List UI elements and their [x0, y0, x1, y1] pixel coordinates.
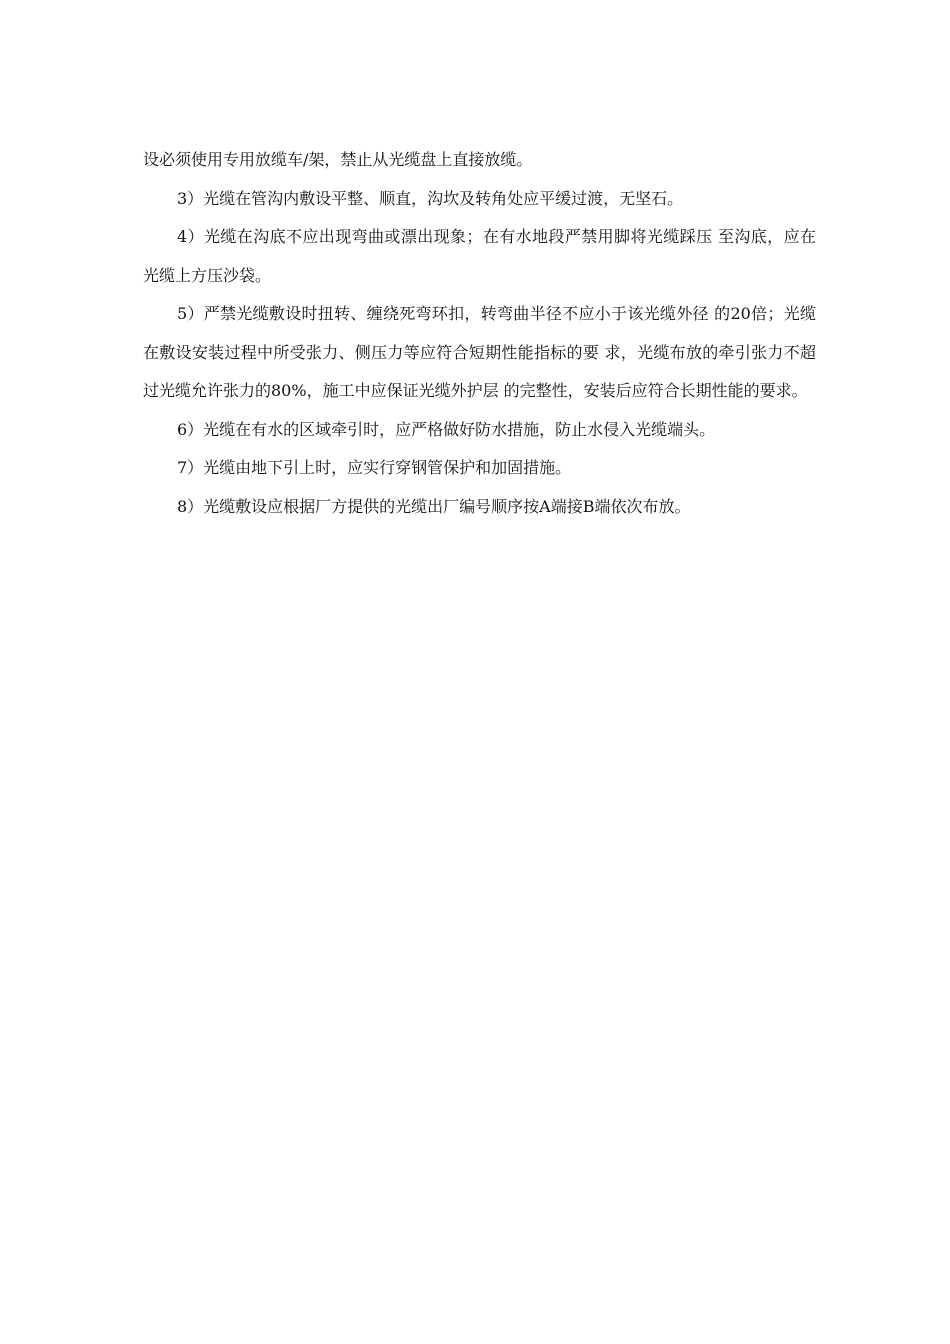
paragraph-item-5: 5）严禁光缆敷设时扭转、缠绕死弯环扣，转弯曲半径不应小于该光缆外径 的20倍；光缆在敷设安装过程中所受张力、侧压力等应符合短期性能指标的要 求，光缆布放的牵引张力不超过光缆允许张力的80%，施工中应保证光缆外护层 的完整性，安装后应符合长期性能的要求。 — [143, 304, 816, 400]
paragraph-item-6: 6）光缆在有水的区域牵引时，应严格做好防水措施，防止水侵入光缆端头。 — [177, 419, 716, 439]
paragraph-item-4: 4）光缆在沟底不应出现弯曲或漂出现象；在有水地段严禁用脚将光缆踩压 至沟底，应在光缆上方压沙袋。 — [143, 227, 816, 285]
paragraph-item-8: 8）光缆敷设应根据厂方提供的光缆出厂编号顺序按A端接B端依次布放。 — [177, 496, 691, 516]
paragraph-item-3: 3）光缆在管沟内敷设平整、顺直，沟坎及转角处应平缓过渡，无坚石。 — [177, 188, 684, 208]
paragraph-item-7: 7）光缆由地下引上时，应实行穿钢管保护和加固措施。 — [177, 458, 572, 477]
document-body — [143, 141, 816, 526]
paragraph-continuation: 设必须使用专用放缆车/架，禁止从光缆盘上直接放缆。 — [143, 150, 533, 169]
